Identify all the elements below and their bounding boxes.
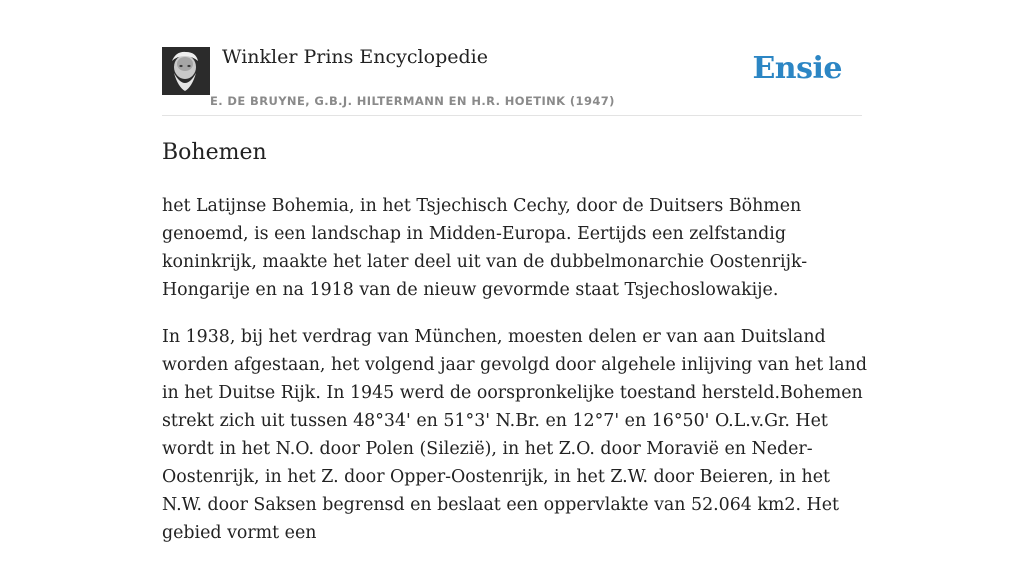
portrait-avatar-icon[interactable] [162, 47, 210, 95]
article-title: Bohemen [162, 140, 267, 165]
source-authors: E. DE BRUYNE, G.B.J. HILTERMANN EN H.R. HOETINK (1947) [210, 94, 615, 108]
article-body [162, 192, 872, 566]
article-paragraph: In 1938, bij het verdrag van München, moesten delen er van aan Duitsland worden afgestaan, het volgend jaar gevolgd door algehele inlijving van het land in het Duitse Rijk. In 1945 werd de oorspronkelijke toestand hersteld.Bohemen strekt zich uit tussen 48°34' en 51°3' N.Br. en 12°7' en 16°50' O.L.v.Gr. Het wordt in het N.O. door Polen (Silezië), in het Z.O. door Moravië en Neder-Oostenrijk, in het Z. door Opper-Oostenrijk, in het Z.W. door Beieren, in het N.W. door Saksen begrensd en beslaat een oppervlakte van 52.064 km2. Het gebied vormt een [162, 327, 868, 543]
source-title[interactable]: Winkler Prins Encyclopedie [222, 46, 488, 68]
article-paragraph: het Latijnse Bohemia, in het Tsjechisch Cechy, door de Duitsers Böhmen genoemd, is een landschap in Midden-Europa. Eertijds een zelfstandig koninkrijk, maakte het later deel uit van de dubbelmonarchie Oostenrijk-Hongarije en na 1918 van de nieuw gevormde staat Tsjechoslowakije. [162, 196, 808, 300]
source-header [162, 0, 862, 116]
brand-logo[interactable]: Ensie [752, 51, 842, 86]
